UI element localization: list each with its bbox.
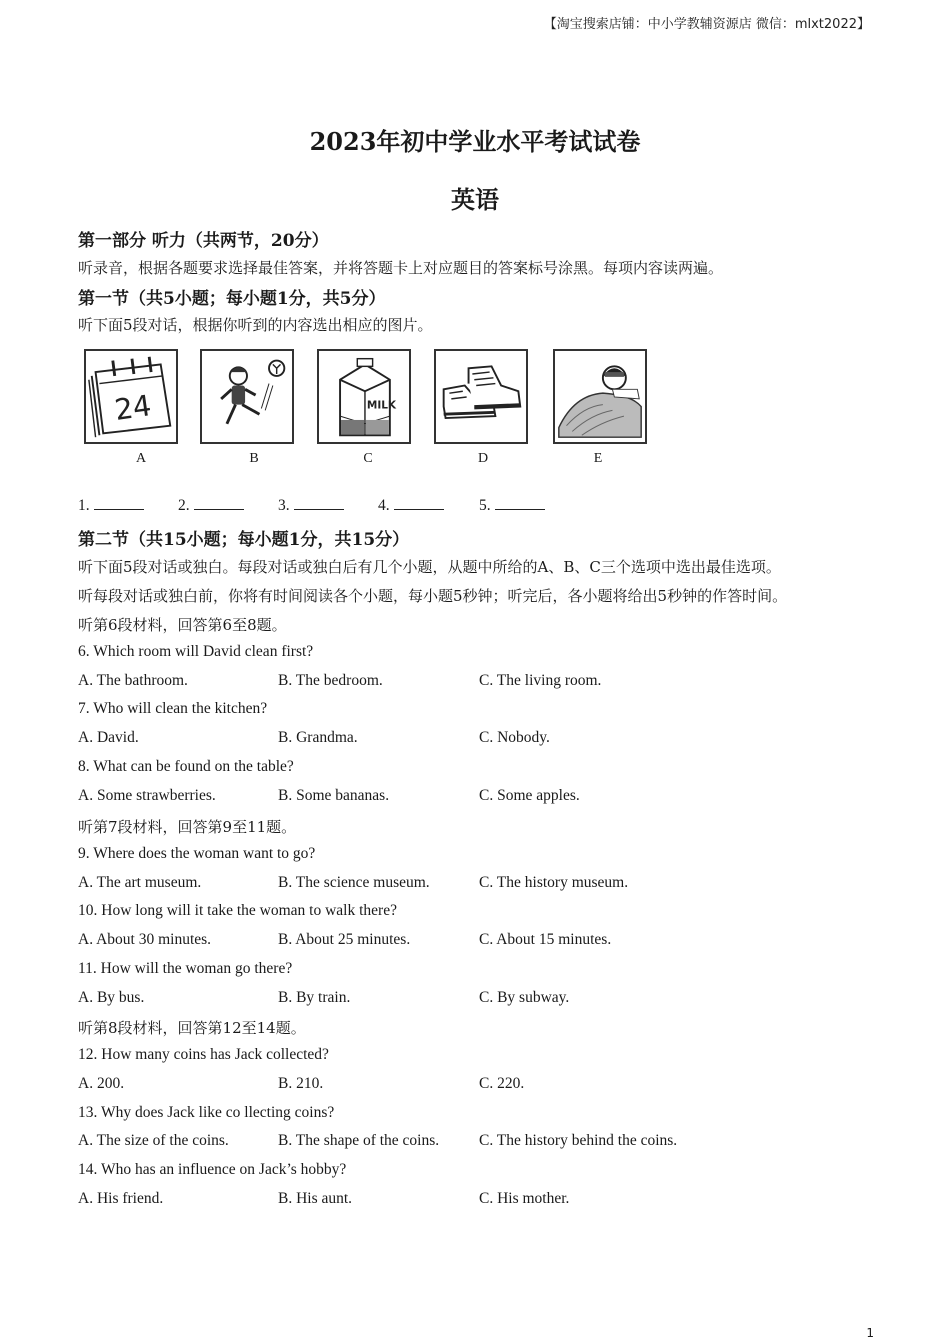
answer-blank-2[interactable] [178, 497, 244, 515]
option-11b[interactable]: B. By train. [278, 989, 351, 1006]
option-10b[interactable]: B. About 25 minutes. [278, 931, 411, 948]
exam-title: 2023年初中学业水平考试试卷 [309, 127, 641, 156]
material-8-intro: 听第8段材料，回答第12至14题。 [78, 1019, 306, 1037]
exam-subject: 英语 [451, 185, 499, 214]
blank-number: 5. [479, 497, 491, 514]
option-12b[interactable]: B. 210. [278, 1075, 324, 1092]
option-7c[interactable]: C. Nobody. [479, 729, 550, 746]
picture-label-d: D [477, 451, 489, 466]
picture-label-e: E [593, 451, 603, 466]
picture-a [84, 349, 178, 444]
picture-label-c: C [363, 451, 373, 466]
section2-instruction-1: 听下面5段对话或独白。每段对话或独白后有几个小题，从题中所给的A、B、C三个选项中选出最佳选项。 [78, 558, 781, 576]
sick-in-bed-icon [555, 351, 645, 442]
boy-kicking-ball-icon [202, 351, 292, 442]
part1-instruction: 听录音，根据各题要求选择最佳答案，并将答题卡上对应题目的答案标号涂黑。每项内容读两遍。 [78, 259, 724, 277]
picture-label-b: B [249, 451, 259, 466]
option-13b[interactable]: B. The shape of the coins. [278, 1132, 440, 1149]
option-14a[interactable]: A. His friend. [78, 1190, 164, 1207]
question-7: 7. Who will clean the kitchen? [78, 700, 268, 717]
question-13: 13. Why does Jack like co llecting coins? [78, 1104, 335, 1121]
option-9c[interactable]: C. The history museum. [479, 874, 629, 891]
milk-carton-icon [319, 351, 409, 442]
blank-number: 2. [178, 497, 190, 514]
calendar-date: 24 [112, 388, 154, 427]
calendar-icon [86, 351, 176, 442]
material-6-intro: 听第6段材料，回答第6至8题。 [78, 616, 287, 634]
option-8a[interactable]: A. Some strawberries. [78, 787, 216, 804]
answer-blank-3[interactable] [278, 497, 344, 515]
option-6a[interactable]: A. The bathroom. [78, 672, 188, 689]
part1-heading: 第一部分 听力（共两节，20分） [78, 231, 329, 251]
sneakers-icon [436, 351, 526, 442]
header-note: 【淘宝搜索店铺：中小学教辅资源店 微信：mlxt2022】 [543, 17, 870, 32]
option-8c[interactable]: C. Some apples. [479, 787, 580, 804]
option-6c[interactable]: C. The living room. [479, 672, 602, 689]
picture-e [553, 349, 647, 444]
option-14b[interactable]: B. His aunt. [278, 1190, 353, 1207]
answer-blank-4[interactable] [378, 497, 444, 515]
question-12: 12. How many coins has Jack collected? [78, 1046, 329, 1063]
question-9: 9. Where does the woman want to go? [78, 845, 316, 862]
answer-blank-5[interactable] [479, 497, 545, 515]
blank-number: 3. [278, 497, 290, 514]
picture-c [317, 349, 411, 444]
option-12c[interactable]: C. 220. [479, 1075, 525, 1092]
option-10a[interactable]: A. About 30 minutes. [78, 931, 212, 948]
option-7b[interactable]: B. Grandma. [278, 729, 358, 746]
section1-instruction: 听下面5段对话，根据你听到的内容选出相应的图片。 [78, 316, 433, 334]
option-11a[interactable]: A. By bus. [78, 989, 145, 1006]
milk-label: MILK [366, 399, 397, 412]
option-13a[interactable]: A. The size of the coins. [78, 1132, 229, 1149]
question-6: 6. Which room will David clean first? [78, 643, 314, 660]
option-11c[interactable]: C. By subway. [479, 989, 570, 1006]
question-11: 11. How will the woman go there? [78, 960, 293, 977]
option-10c[interactable]: C. About 15 minutes. [479, 931, 612, 948]
option-6b[interactable]: B. The bedroom. [278, 672, 383, 689]
option-9a[interactable]: A. The art museum. [78, 874, 202, 891]
section2-instruction-2: 听每段对话或独白前，你将有时间阅读各个小题，每小题5秒钟；听完后，各小题将给出5秒钟的作答时间。 [78, 587, 788, 605]
blank-number: 4. [378, 497, 390, 514]
picture-b [200, 349, 294, 444]
picture-label-a: A [135, 451, 147, 466]
option-12a[interactable]: A. 200. [78, 1075, 125, 1092]
option-14c[interactable]: C. His mother. [479, 1190, 570, 1207]
question-10: 10. How long will it take the woman to walk there? [78, 902, 397, 919]
question-8: 8. What can be found on the table? [78, 758, 294, 775]
option-13c[interactable]: C. The history behind the coins. [479, 1132, 678, 1149]
section2-heading: 第二节（共15小题；每小题1分，共15分） [78, 530, 410, 550]
option-7a[interactable]: A. David. [78, 729, 139, 746]
blank-number: 1. [78, 497, 90, 514]
picture-d [434, 349, 528, 444]
page-number: 1 [866, 1326, 874, 1340]
section1-heading: 第一节（共5小题；每小题1分，共5分） [78, 289, 386, 309]
question-14: 14. Who has an influence on Jack’s hobby? [78, 1161, 347, 1178]
answer-blank-1[interactable] [78, 497, 144, 515]
option-9b[interactable]: B. The science museum. [278, 874, 430, 891]
option-8b[interactable]: B. Some bananas. [278, 787, 390, 804]
material-7-intro: 听第7段材料，回答第9至11题。 [78, 818, 297, 836]
